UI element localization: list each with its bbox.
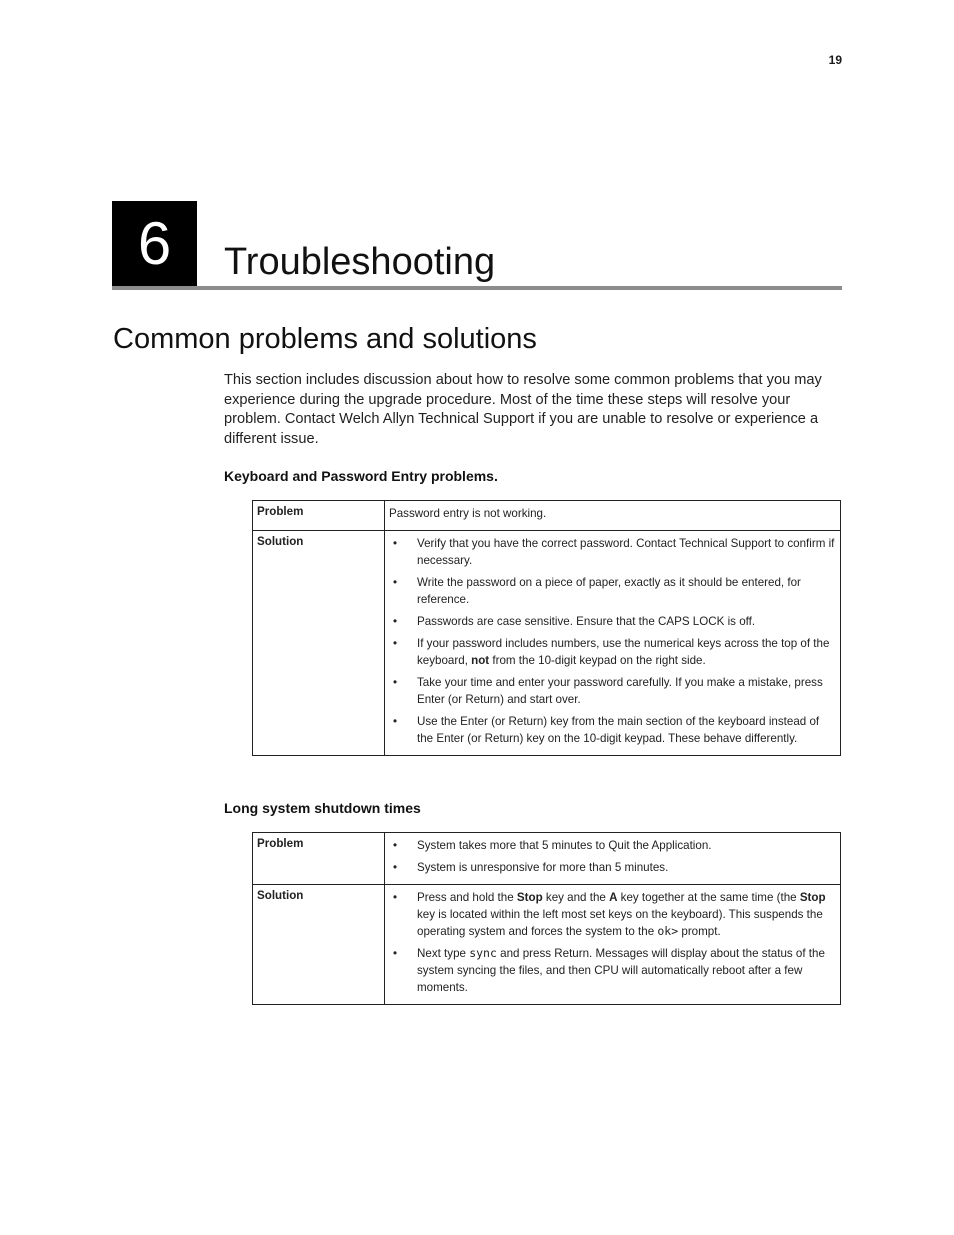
command-code: sync [469,946,497,960]
solution-text: Passwords are case sensitive. Ensure that the CAPS LOCK is off. [417,615,756,628]
solution-text: Next type [417,947,470,960]
table-row [253,833,841,885]
keyboard-section-heading: Keyboard and Password Entry problems. [224,468,498,484]
solution-text: from the 10-digit keypad on the right side. [489,654,706,667]
solution-text: and press Return. Messages will display about the status of the system syncing the files, and then CPU will automatically reboot after a few moments. [417,947,825,994]
list-item [389,535,835,569]
problem-cell [385,501,841,531]
page-number: 19 [828,53,842,67]
section-title: Common problems and solutions [113,323,537,355]
list-item [389,837,835,854]
solution-text: Press and hold the [417,891,517,904]
solution-list [389,889,835,996]
table-row [253,501,841,531]
intro-paragraph: This section includes discussion about how to resolve some common problems that you may experience during the upgrade procedure. Most of the time these steps will resolve your problem. Contact Welch Allyn Technical Support if you are unable to resolve or experience a different issue. [224,372,822,447]
table-row [253,531,841,756]
keyboard-troubleshooting-table [252,500,841,756]
list-item [389,889,835,940]
problem-cell [385,833,841,885]
solution-text: Verify that you have the correct password. Contact Technical Support to confirm if necessary. [417,537,835,567]
shutdown-troubleshooting-table [252,832,841,1005]
list-item [389,613,835,630]
solution-text: Use the Enter (or Return) key from the main section of the keyboard instead of the Enter (or Return) key on the 10-digit keypad. These behave differently. [417,715,820,745]
solution-text: Write the password on a piece of paper, exactly as it should be entered, for reference. [417,576,801,606]
table-row [253,885,841,1005]
solution-text: key together at the same time (the [617,891,800,904]
solution-text: Take your time and enter your password carefully. If you make a mistake, press Enter (or Return) and start over. [417,676,823,706]
key-name-a: A [609,891,618,904]
solution-label: Solution [253,885,385,1005]
key-name-stop: Stop [799,891,826,904]
problem-text: System is unresponsive for more than 5 minutes. [417,861,669,874]
solution-text: If your password includes numbers, use the numerical keys across the top of the keyboard, [417,637,830,667]
chapter-divider [112,286,842,290]
solution-cell [385,885,841,1005]
emphasis-text: not [471,654,490,667]
problem-text: System takes more that 5 minutes to Quit the Application. [417,839,712,852]
chapter-number-badge: 6 [112,201,197,286]
solution-text: prompt. [678,925,721,938]
chapter-title: Troubleshooting [224,241,496,283]
solution-text: key is located within the left most set keys on the keyboard). This suspends the operating system and forces the system to the [417,908,823,938]
key-name-stop: Stop [516,891,543,904]
problem-text: Password entry is not working. [389,507,547,520]
list-item [389,945,835,996]
list-item [389,635,835,669]
solution-cell [385,531,841,756]
problem-label: Problem [253,833,385,885]
shutdown-section-heading: Long system shutdown times [224,800,421,816]
list-item [389,713,835,747]
list-item [389,859,835,876]
problem-label: Problem [253,501,385,531]
list-item [389,574,835,608]
solution-label: Solution [253,531,385,756]
problem-list [389,837,835,876]
list-item [389,674,835,708]
prompt-code: ok> [657,924,679,938]
solution-list [389,535,835,747]
solution-text: key and the [542,891,610,904]
